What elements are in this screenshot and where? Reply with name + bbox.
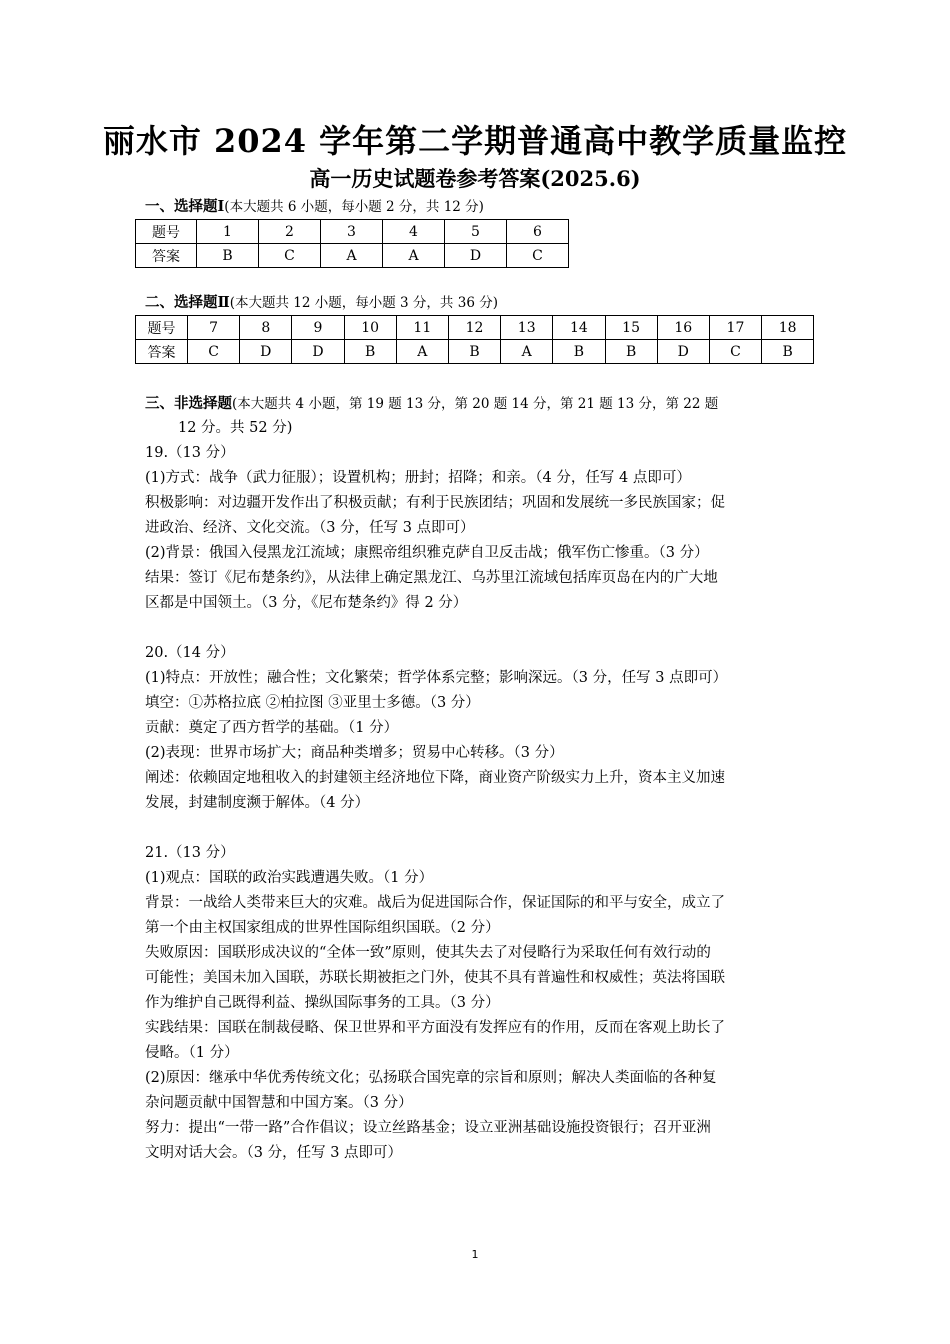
section2-answer-table [135,315,814,364]
answer-cell: A [396,340,448,364]
body-line: 文明对话大会。（3 分，任写 3 点即可） [145,1145,403,1161]
row-label: 答案 [136,244,197,268]
section2-heading-line [145,290,498,316]
question-number-cell: 2 [259,220,321,244]
section3-heading-line [145,391,718,417]
section1-answer-row [136,244,569,268]
question-number-cell: 18 [762,316,814,340]
body-line: 19.（13 分） [145,445,235,461]
section1-heading: 一、选择题Ⅰ [145,198,225,215]
sub-title: 高一历史试题卷参考答案(2025.6) [309,166,641,191]
question-number-cell: 4 [383,220,445,244]
answer-cell: C [188,340,240,364]
answer-cell: D [445,244,507,268]
answer-cell: A [383,244,445,268]
answer-cell: B [553,340,605,364]
question-number-cell: 12 [448,316,500,340]
row-label: 题号 [136,316,188,340]
question-number-cell: 5 [445,220,507,244]
page-number: 1 [471,1248,479,1261]
body-line: 贡献：奠定了西方哲学的基础。（1 分） [145,720,399,736]
body-line [145,616,810,641]
section2-note: (本大题共 12 小题，每小题 3 分，共 36 分) [229,295,498,311]
body-line: (1)方式：战争（武力征服）；设置机构；册封；招降；和亲。（4 分，任写 4 点即可） [145,470,691,486]
body-line: 作为维护自己既得利益、操纵国际事务的工具。（3 分） [145,995,500,1011]
body-line: (1)观点：国联的政治实践遭遇失败。（1 分） [145,870,434,886]
body-line: 阐述：依赖固定地租收入的封建领主经济地位下降，商业资产阶级实力上升，资本主义加速 [145,770,725,786]
body-line: (2)表现：世界市场扩大；商品种类增多；贸易中心转移。（3 分） [145,745,564,761]
body-line: 背景：一战给人类带来巨大的灾难。战后为促进国际合作，保证国际的和平与安全，成立了 [145,895,725,911]
body-line: 发展，封建制度濒于解体。（4 分） [145,795,370,811]
question-number-cell: 11 [396,316,448,340]
answer-cell: C [709,340,761,364]
body-line: 结果：签订《尼布楚条约》，从法律上确定黑龙江、乌苏里江流域包括库页岛在内的广大地 [145,570,718,586]
answer-cell: B [448,340,500,364]
body-line: 积极影响：对边疆开发作出了积极贡献；有利于民族团结；巩固和发展统一多民族国家；促 [145,495,725,511]
body-line: 20.（14 分） [145,645,235,661]
answer-cell: D [240,340,292,364]
body-line: 可能性；美国未加入国联，苏联长期被拒之门外，使其不具有普遍性和权威性；英法将国联 [145,970,725,986]
question-number-cell: 14 [553,316,605,340]
question-number-cell: 13 [501,316,553,340]
answer-cell: A [501,340,553,364]
body-line: 杂问题贡献中国智慧和中国方案。（3 分） [145,1095,413,1111]
body-line: 填空：①苏格拉底 ②柏拉图 ③亚里士多德。（3 分） [145,695,480,711]
question-number-cell: 15 [605,316,657,340]
row-label: 题号 [136,220,197,244]
answer-cell: A [321,244,383,268]
body-line: 失败原因：国联形成决议的“全体一致”原则，使其失去了对侵略行为采取任何有效行动的 [145,945,711,961]
question-number-cell: 3 [321,220,383,244]
section3-note-line2: 12 分。共 52 分) [178,420,293,436]
row-label: 答案 [136,340,188,364]
question-number-cell: 16 [657,316,709,340]
body-line: 区都是中国领土。（3 分，《尼布楚条约》得 2 分） [145,595,468,611]
body-line [145,816,810,841]
section2-heading: 二、选择题Ⅱ [145,294,230,311]
question-number-cell: 8 [240,316,292,340]
section1-note: (本大题共 6 小题，每小题 2 分，共 12 分) [224,199,484,215]
answer-cell: B [197,244,259,268]
answer-cell: B [344,340,396,364]
question-number-cell: 10 [344,316,396,340]
answer-cell: D [292,340,344,364]
section1-answer-table [135,219,569,268]
question-number-cell: 1 [197,220,259,244]
section2-answer-row [136,340,814,364]
answer-cell: D [657,340,709,364]
body-line: (2)原因：继承中华优秀传统文化；弘扬联合国宪章的宗旨和原则；解决人类面临的各种复 [145,1070,717,1086]
question-number-cell: 9 [292,316,344,340]
body-line: (1)特点：开放性；融合性；文化繁荣；哲学体系完整；影响深远。（3 分，任写 3 点即可） [145,670,728,686]
body-line: 进政治、经济、文化交流。（3 分，任写 3 点即可） [145,520,475,536]
body-line: 第一个由主权国家组成的世界性国际组织国联。（2 分） [145,920,500,936]
answer-cell: C [507,244,569,268]
body-line: 实践结果：国联在制裁侵略、保卫世界和平方面没有发挥应有的作用，反而在客观上助长了 [145,1020,725,1036]
answer-body [145,441,810,1166]
main-title: 丽水市 2024 学年第二学期普通高中教学质量监控 [102,122,848,160]
section3-heading: 三、非选择题 [145,395,232,412]
section2-number-row [136,316,814,340]
answer-cell: C [259,244,321,268]
body-line: 努力：提出“一带一路”合作倡议；设立丝路基金；设立亚洲基础设施投资银行；召开亚洲 [145,1120,711,1136]
section3-note-line1: (本大题共 4 小题，第 19 题 13 分，第 20 题 14 分，第 21 题 13 分，第 22 题 [232,396,719,412]
answer-cell: B [605,340,657,364]
body-line: 侵略。（1 分） [145,1045,239,1061]
question-number-cell: 7 [188,316,240,340]
body-line: (2)背景：俄国入侵黑龙江流域；康熙帝组织雅克萨自卫反击战；俄军伤亡惨重。（3 分） [145,545,709,561]
section1-number-row [136,220,569,244]
body-line: 21.（13 分） [145,845,235,861]
question-number-cell: 17 [709,316,761,340]
section1-heading-line [145,194,484,220]
question-number-cell: 6 [507,220,569,244]
answer-cell: B [762,340,814,364]
